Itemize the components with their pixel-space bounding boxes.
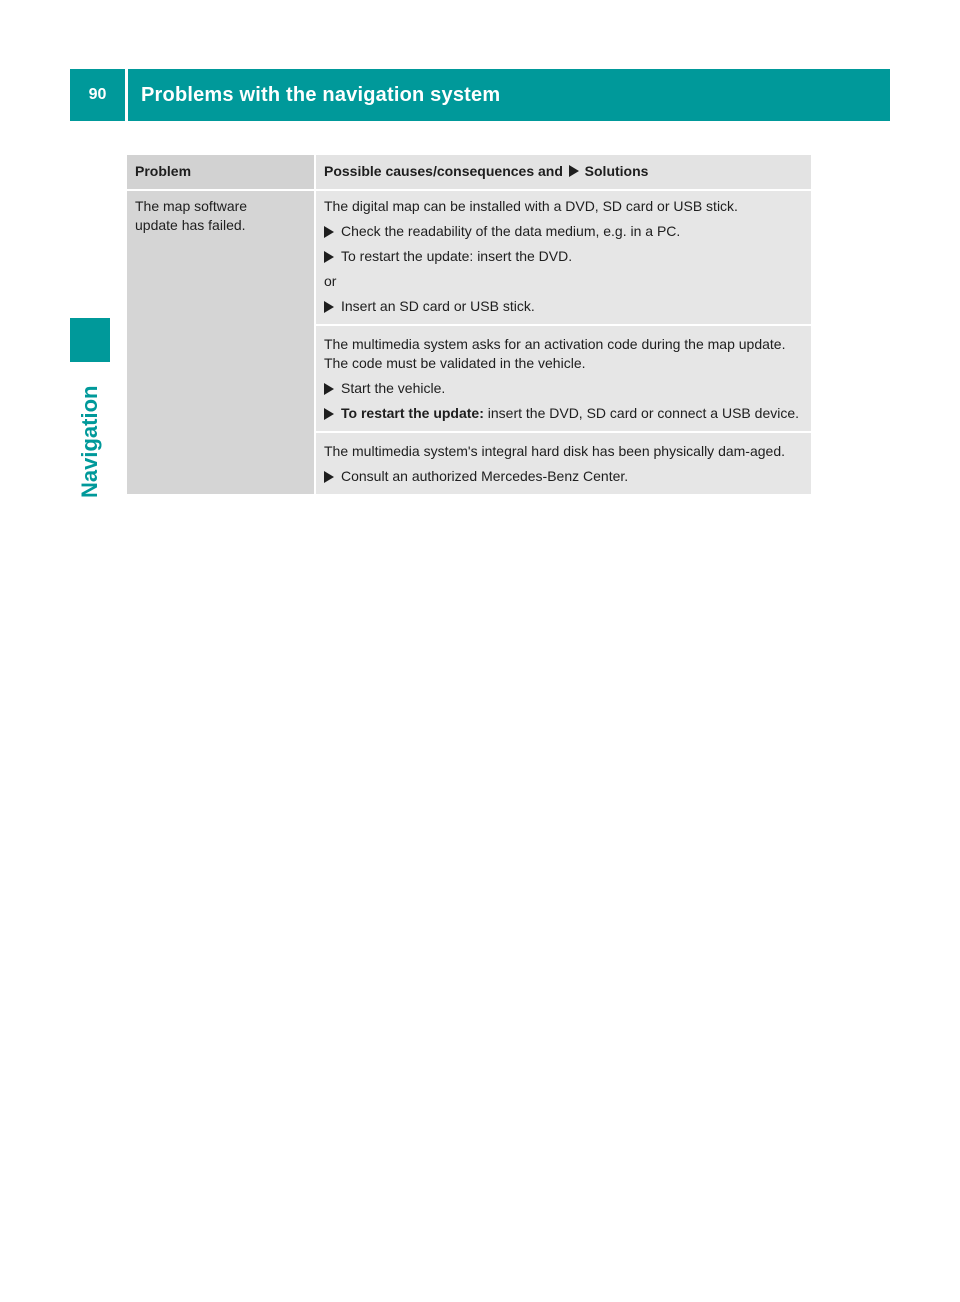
solution-step <box>324 297 803 316</box>
column-header-solutions <box>315 155 811 190</box>
solution-step-text: To restart the update: insert the DVD. <box>341 248 573 264</box>
header-divider <box>125 69 128 121</box>
column-header-problem: Problem <box>127 155 315 190</box>
play-triangle-icon <box>324 471 334 483</box>
solution-step <box>324 222 803 241</box>
solution-step-text: Start the vehicle. <box>341 380 446 396</box>
solution-step-text: Insert an SD card or USB stick. <box>341 298 535 314</box>
problem-cell <box>127 190 315 494</box>
play-triangle-icon <box>324 251 334 263</box>
solution-cell <box>315 325 811 432</box>
solution-step-text: insert the DVD, SD card or connect a USB device. <box>483 405 800 421</box>
play-triangle-icon <box>324 226 334 238</box>
column-header-solutions-prefix: Possible causes/consequences and <box>324 163 563 179</box>
solution-step <box>324 404 803 423</box>
solution-step <box>324 379 803 398</box>
solution-step-text: Check the readability of the data medium, e.g. in a PC. <box>341 223 681 239</box>
column-header-solutions-suffix: Solutions <box>584 163 649 179</box>
table-header-row <box>127 155 811 190</box>
cause-text: The multimedia system asks for an activation code during the map update. The code must be validated in the vehicle. <box>324 336 786 371</box>
side-tab-label: Navigation <box>77 385 102 498</box>
play-triangle-icon <box>324 383 334 395</box>
cause-text: The digital map can be installed with a DVD, SD card or USB stick. <box>324 198 738 214</box>
or-text: or <box>324 273 337 289</box>
play-triangle-icon <box>324 408 334 420</box>
troubleshooting-table <box>127 155 811 494</box>
play-triangle-icon <box>324 301 334 313</box>
side-tab-marker <box>70 318 110 362</box>
page-number: 90 <box>88 86 107 103</box>
solution-step <box>324 247 803 266</box>
solution-step-emphasis: To restart the update: <box>341 405 484 421</box>
table-row <box>127 190 811 325</box>
solution-step-text: Consult an authorized Mercedes-Benz Center. <box>341 468 629 484</box>
play-triangle-icon <box>569 165 579 177</box>
cause-text: The multimedia system's integral hard disk has been physically dam-aged. <box>324 443 786 459</box>
page-title: Problems with the navigation system <box>141 83 501 106</box>
problem-text: The map software update has failed. <box>135 198 248 233</box>
solution-cell <box>315 190 811 325</box>
solution-cell <box>315 432 811 494</box>
solution-step <box>324 467 803 486</box>
